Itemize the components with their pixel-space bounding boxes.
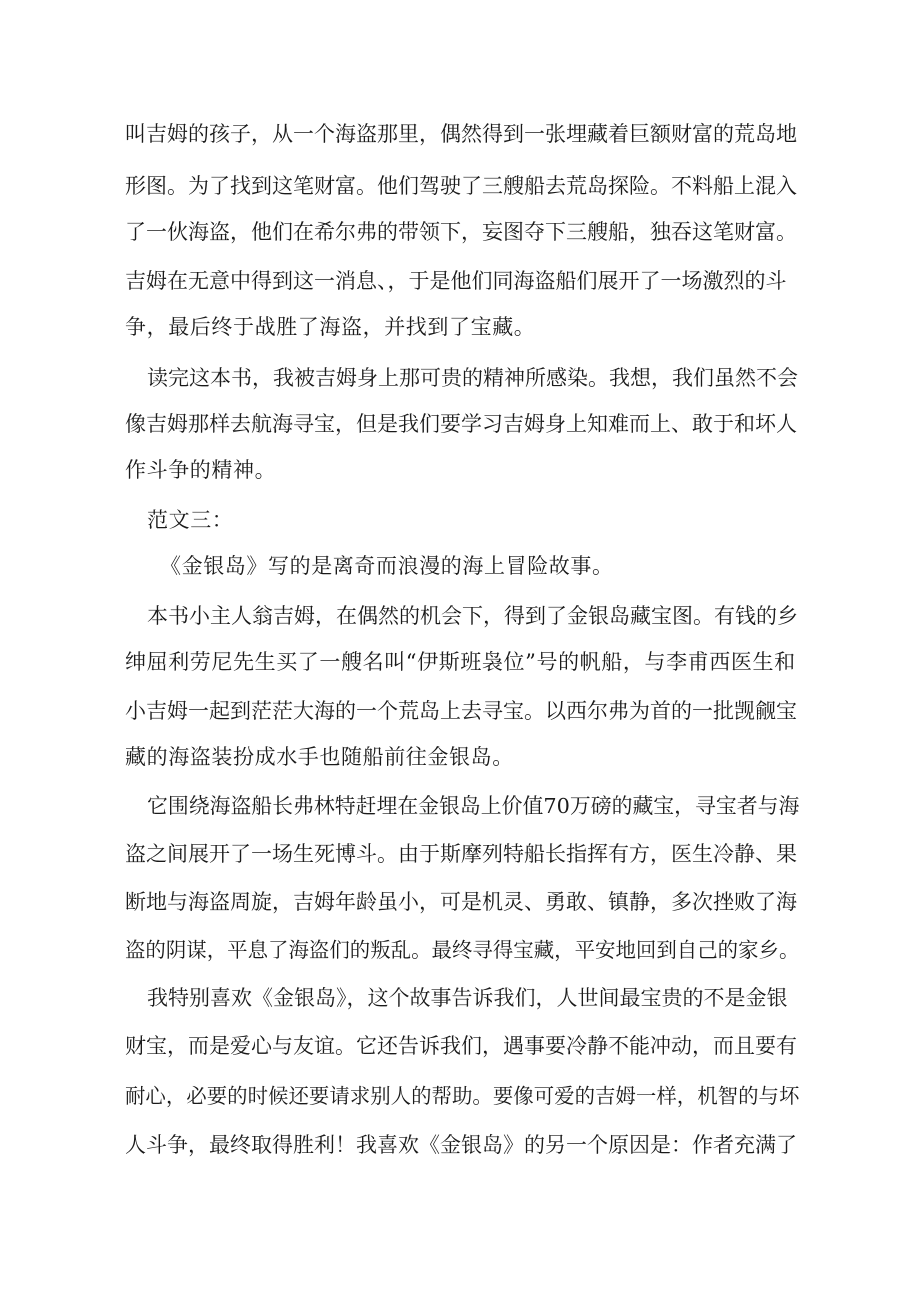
text-line-12: 绅屈利劳尼先生买了一艘名叫“伊斯班袅位”号的帆船，与李甫西医生和 [125, 650, 796, 674]
text-line-16: 盗之间展开了一场生死博斗。由于斯摩列特船长指挥有方，医生冷静、果 [125, 842, 797, 866]
text-line-1: 叫吉姆的孩子，从一个海盗那里，偶然得到一张埋藏着巨额财富的荒岛地 [125, 122, 797, 146]
text-line-9: 范文三： [147, 508, 234, 532]
text-line-20: 财宝，而是爱心与友谊。它还告诉我们，遇事要冷静不能冲动，而且要有 [125, 1034, 797, 1058]
text-line-6: 读完这本书，我被吉姆身上那可贵的精神所感染。我想，我们虽然不会 [147, 366, 798, 390]
text-line-14: 藏的海盗装扮成水手也随船前往金银岛。 [125, 745, 514, 769]
text-line-4: 吉姆在无意中得到这一消息、，于是他们同海盗船们展开了一场激烈的斗 [125, 269, 787, 293]
text-line-19: 我特别喜欢《金银岛》，这个故事告诉我们，人世间最宝贵的不是金银 [147, 986, 788, 1010]
text-line-10: 《金银岛》写的是离奇而浪漫的海上冒险故事。 [160, 554, 614, 578]
text-line-7: 像吉姆那样去航海寻宝，但是我们要学习吉姆身上知难而上、敢于和坏人 [125, 412, 797, 436]
text-line-5: 争，最后终于战胜了海盗，并找到了宝藏。 [125, 315, 536, 339]
text-line-21: 耐心，必要的时候还要请求别人的帮助。要像可爱的吉姆一样，机智的与坏 [125, 1084, 800, 1108]
text-line-15: 它围绕海盗船长弗林特赶埋在金银岛上价值70万磅的藏宝，寻宝者与海 [147, 794, 800, 818]
text-line-8: 作斗争的精神。 [125, 458, 277, 482]
text-line-18: 盗的阴谋，平息了海盗们的叛乱。最终寻得宝藏，平安地回到自己的家乡。 [125, 938, 800, 962]
text-line-3: 了一伙海盗，他们在希尔弗的带领下，妄图夺下三艘船，独吞这笔财富。 [125, 220, 797, 244]
text-line-11: 本书小主人翁吉姆，在偶然的机会下，得到了金银岛藏宝图。有钱的乡 [147, 604, 798, 628]
text-line-2: 形图。为了找到这笔财富。他们驾驶了三艘船去荒岛探险。不料船上混入 [125, 174, 797, 198]
text-line-22: 人斗争，最终取得胜利！我喜欢《金银岛》的另一个原因是：作者充满了 [125, 1133, 797, 1157]
text-line-17: 断地与海盗周旋，吉姆年龄虽小，可是机灵、勇敢、镇静，多次挫败了海 [125, 890, 797, 914]
text-line-13: 小吉姆一起到茫茫大海的一个荒岛上去寻宝。以西尔弗为首的一批觊觎宝 [125, 699, 797, 723]
